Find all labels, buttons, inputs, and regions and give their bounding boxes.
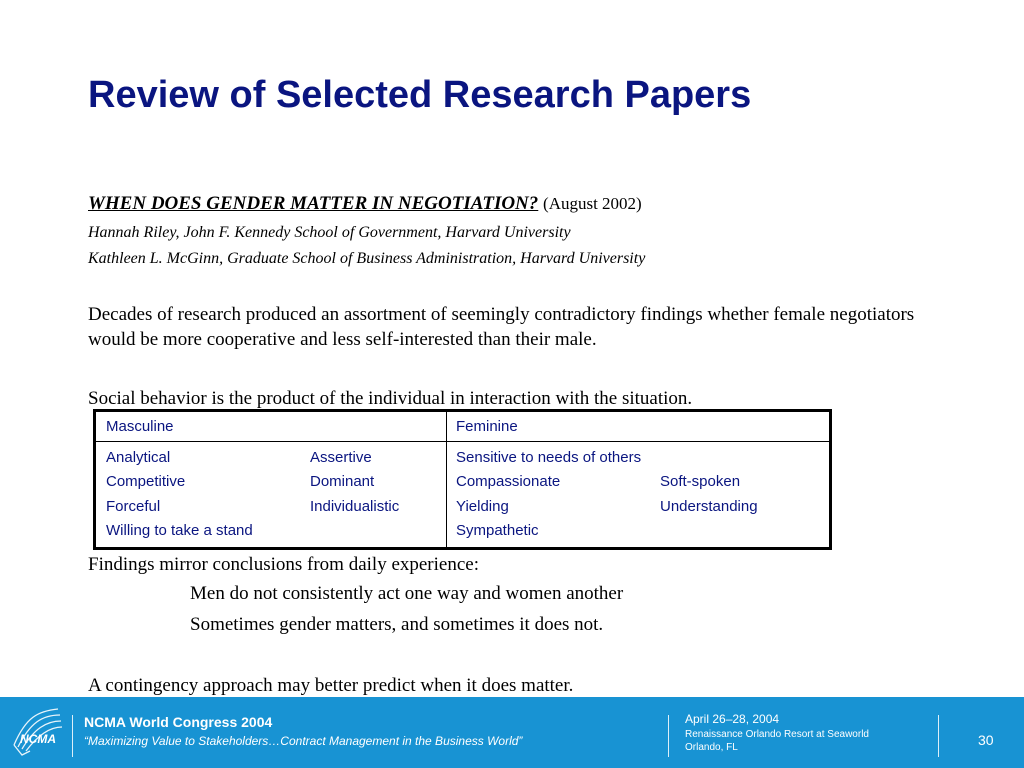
page-number: 30 — [978, 732, 994, 748]
paper-author: Kathleen L. McGinn, Graduate School of Business Administration, Harvard University — [88, 250, 646, 267]
footer-bar — [0, 697, 1024, 768]
footer-date: April 26–28, 2004 — [685, 712, 780, 726]
summary-paragraph: Social behavior is the product of the individual in interaction with the situation. — [88, 388, 693, 409]
footer-organization: NCMA World Congress 2004 — [84, 714, 273, 730]
gender-traits-table — [93, 409, 832, 550]
finding-point: Sometimes gender matters, and sometimes it does not. — [190, 614, 604, 635]
ncma-logo-icon — [8, 705, 64, 759]
trait-item: Yielding — [456, 498, 509, 515]
footer-tagline: “Maximizing Value to Stakeholders…Contract Management in the Business World” — [84, 734, 523, 748]
logo-text: NCMA — [20, 732, 56, 746]
footer-divider — [668, 715, 669, 757]
trait-item: Sympathetic — [456, 522, 539, 539]
slide-title: Review of Selected Research Papers — [88, 74, 752, 116]
trait-item: Dominant — [310, 473, 375, 490]
trait-item: Individualistic — [310, 498, 400, 515]
trait-item: Competitive — [106, 473, 186, 490]
finding-point: Men do not consistently act one way and women another — [190, 583, 624, 604]
trait-item: Willing to take a stand — [106, 522, 253, 539]
footer-city: Orlando, FL — [685, 742, 738, 753]
summary-paragraph: Decades of research produced an assortment of seemingly contradictory findings whether female negotiators would be more cooperative and less self-interested than their male. — [88, 304, 915, 350]
footer-venue: Renaissance Orlando Resort at Seaworld — [685, 729, 869, 740]
findings-paragraph: Findings mirror conclusions from daily experience: — [88, 554, 479, 575]
header-feminine: Feminine — [456, 418, 518, 435]
column-divider — [446, 412, 447, 547]
header-masculine: Masculine — [106, 418, 174, 435]
trait-item: Sensitive to needs of others — [456, 449, 642, 466]
trait-item: Assertive — [310, 449, 372, 466]
trait-item: Compassionate — [456, 473, 561, 490]
footer-divider — [938, 715, 939, 757]
paper-date: (August 2002) — [543, 194, 642, 213]
paper-title: WHEN DOES GENDER MATTER IN NEGOTIATION? — [88, 193, 539, 214]
trait-item: Understanding — [660, 498, 758, 515]
paper-author: Hannah Riley, John F. Kennedy School of Government, Harvard University — [88, 224, 571, 241]
paper-title-line — [88, 193, 642, 215]
conclusion-paragraph: A contingency approach may better predict when it does matter. — [88, 675, 574, 696]
trait-item: Analytical — [106, 449, 171, 466]
footer-divider — [72, 715, 73, 757]
trait-item: Soft-spoken — [660, 473, 741, 490]
trait-item: Forceful — [106, 498, 161, 515]
